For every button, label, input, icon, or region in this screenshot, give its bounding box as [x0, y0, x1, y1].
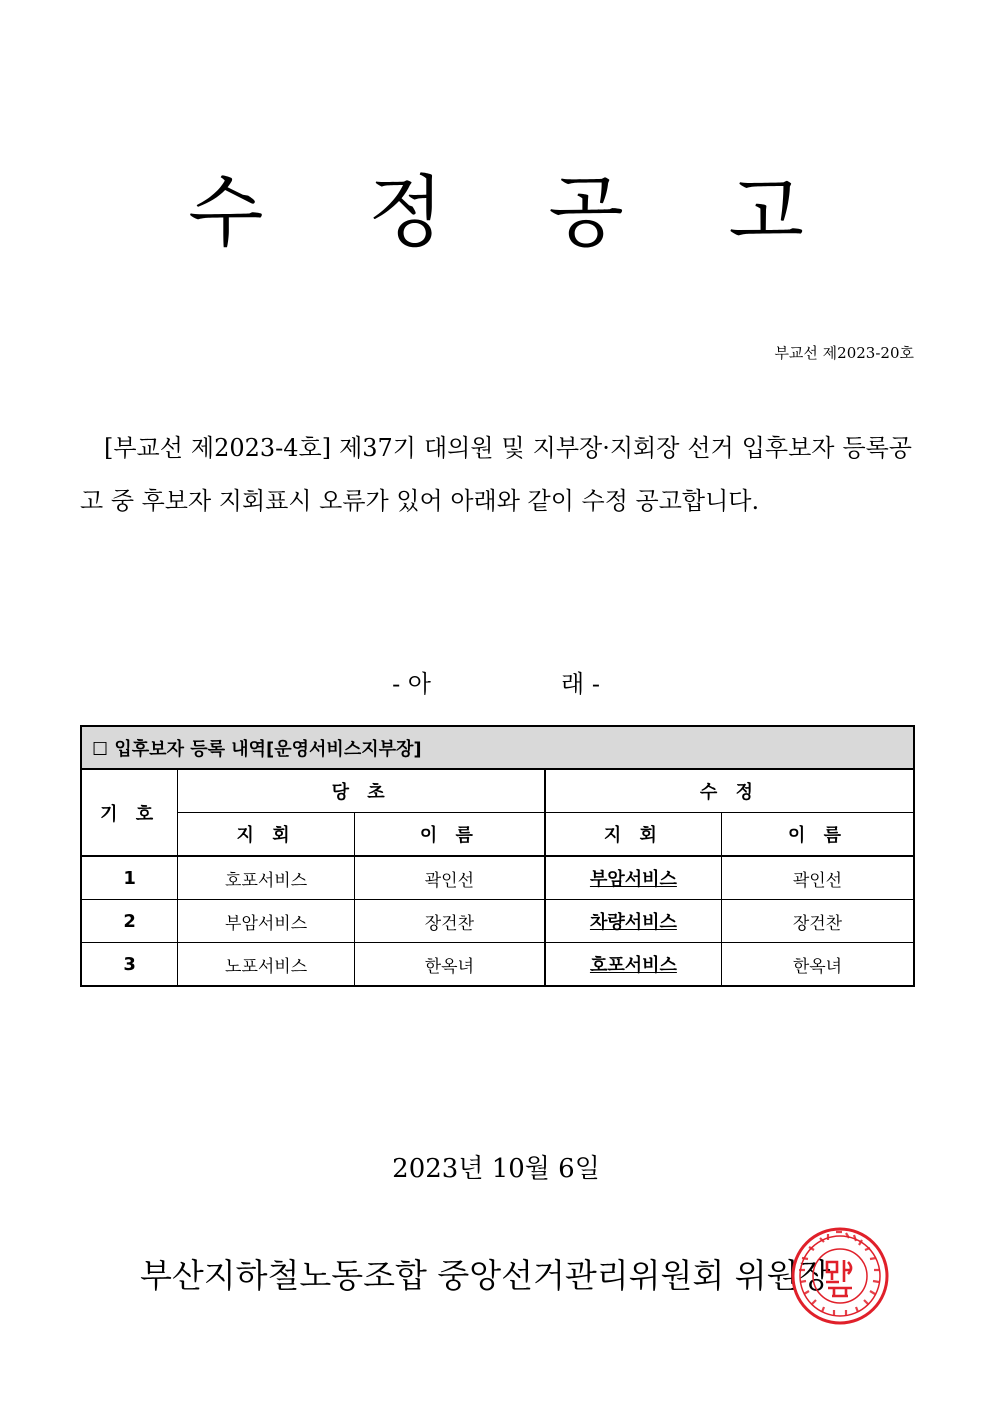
new-name: 곽인선	[721, 856, 914, 900]
candidate-table	[80, 725, 915, 987]
table-caption: ☐ 입후보자 등록 내역[운영서비스지부장]	[81, 726, 914, 769]
row-number: 1	[81, 856, 178, 900]
new-name: 장건찬	[721, 900, 914, 943]
new-branch: 차량서비스	[545, 900, 722, 943]
col-orig-branch-header: 지 회	[178, 813, 355, 857]
new-branch: 호포서비스	[545, 943, 722, 987]
table-row	[81, 900, 914, 943]
orig-branch: 노포서비스	[178, 943, 355, 987]
document-number: 부교선 제2023-20호	[774, 344, 914, 362]
issuing-organization: 부산지하철노동조합 중앙선거관리위원회 위원장	[140, 1256, 831, 1295]
orig-branch: 부암서비스	[178, 900, 355, 943]
notice-body	[80, 422, 912, 528]
section-heading-left: - 아	[392, 670, 431, 698]
new-name: 한옥녀	[721, 943, 914, 987]
col-new-branch-header: 지 회	[545, 813, 722, 857]
group-revised-header: 수 정	[545, 769, 914, 813]
table-row	[81, 943, 914, 987]
orig-name: 곽인선	[354, 856, 545, 900]
col-new-name-header: 이 름	[721, 813, 914, 857]
group-original-header: 당 초	[178, 769, 545, 813]
page-title: 수 정 공 고	[188, 168, 844, 258]
row-number: 2	[81, 900, 178, 943]
notice-body-text: [부교선 제2023-4호] 제37기 대의원 및 지부장·지회장 선거 입후보자 등록공고 중 후보자 지회표시 오류가 있어 아래와 같이 수정 공고합니다.	[80, 434, 912, 515]
col-number-header: 기 호	[81, 769, 178, 856]
table-row	[81, 856, 914, 900]
new-branch: 부암서비스	[545, 856, 722, 900]
section-heading	[0, 664, 992, 699]
row-number: 3	[81, 943, 178, 987]
issue-date: 2023년 10월 6일	[392, 1154, 600, 1184]
section-heading-right: 래 -	[561, 670, 600, 698]
orig-name: 장건찬	[354, 900, 545, 943]
official-seal-icon	[790, 1226, 890, 1326]
orig-branch: 호포서비스	[178, 856, 355, 900]
col-orig-name-header: 이 름	[354, 813, 545, 857]
orig-name: 한옥녀	[354, 943, 545, 987]
